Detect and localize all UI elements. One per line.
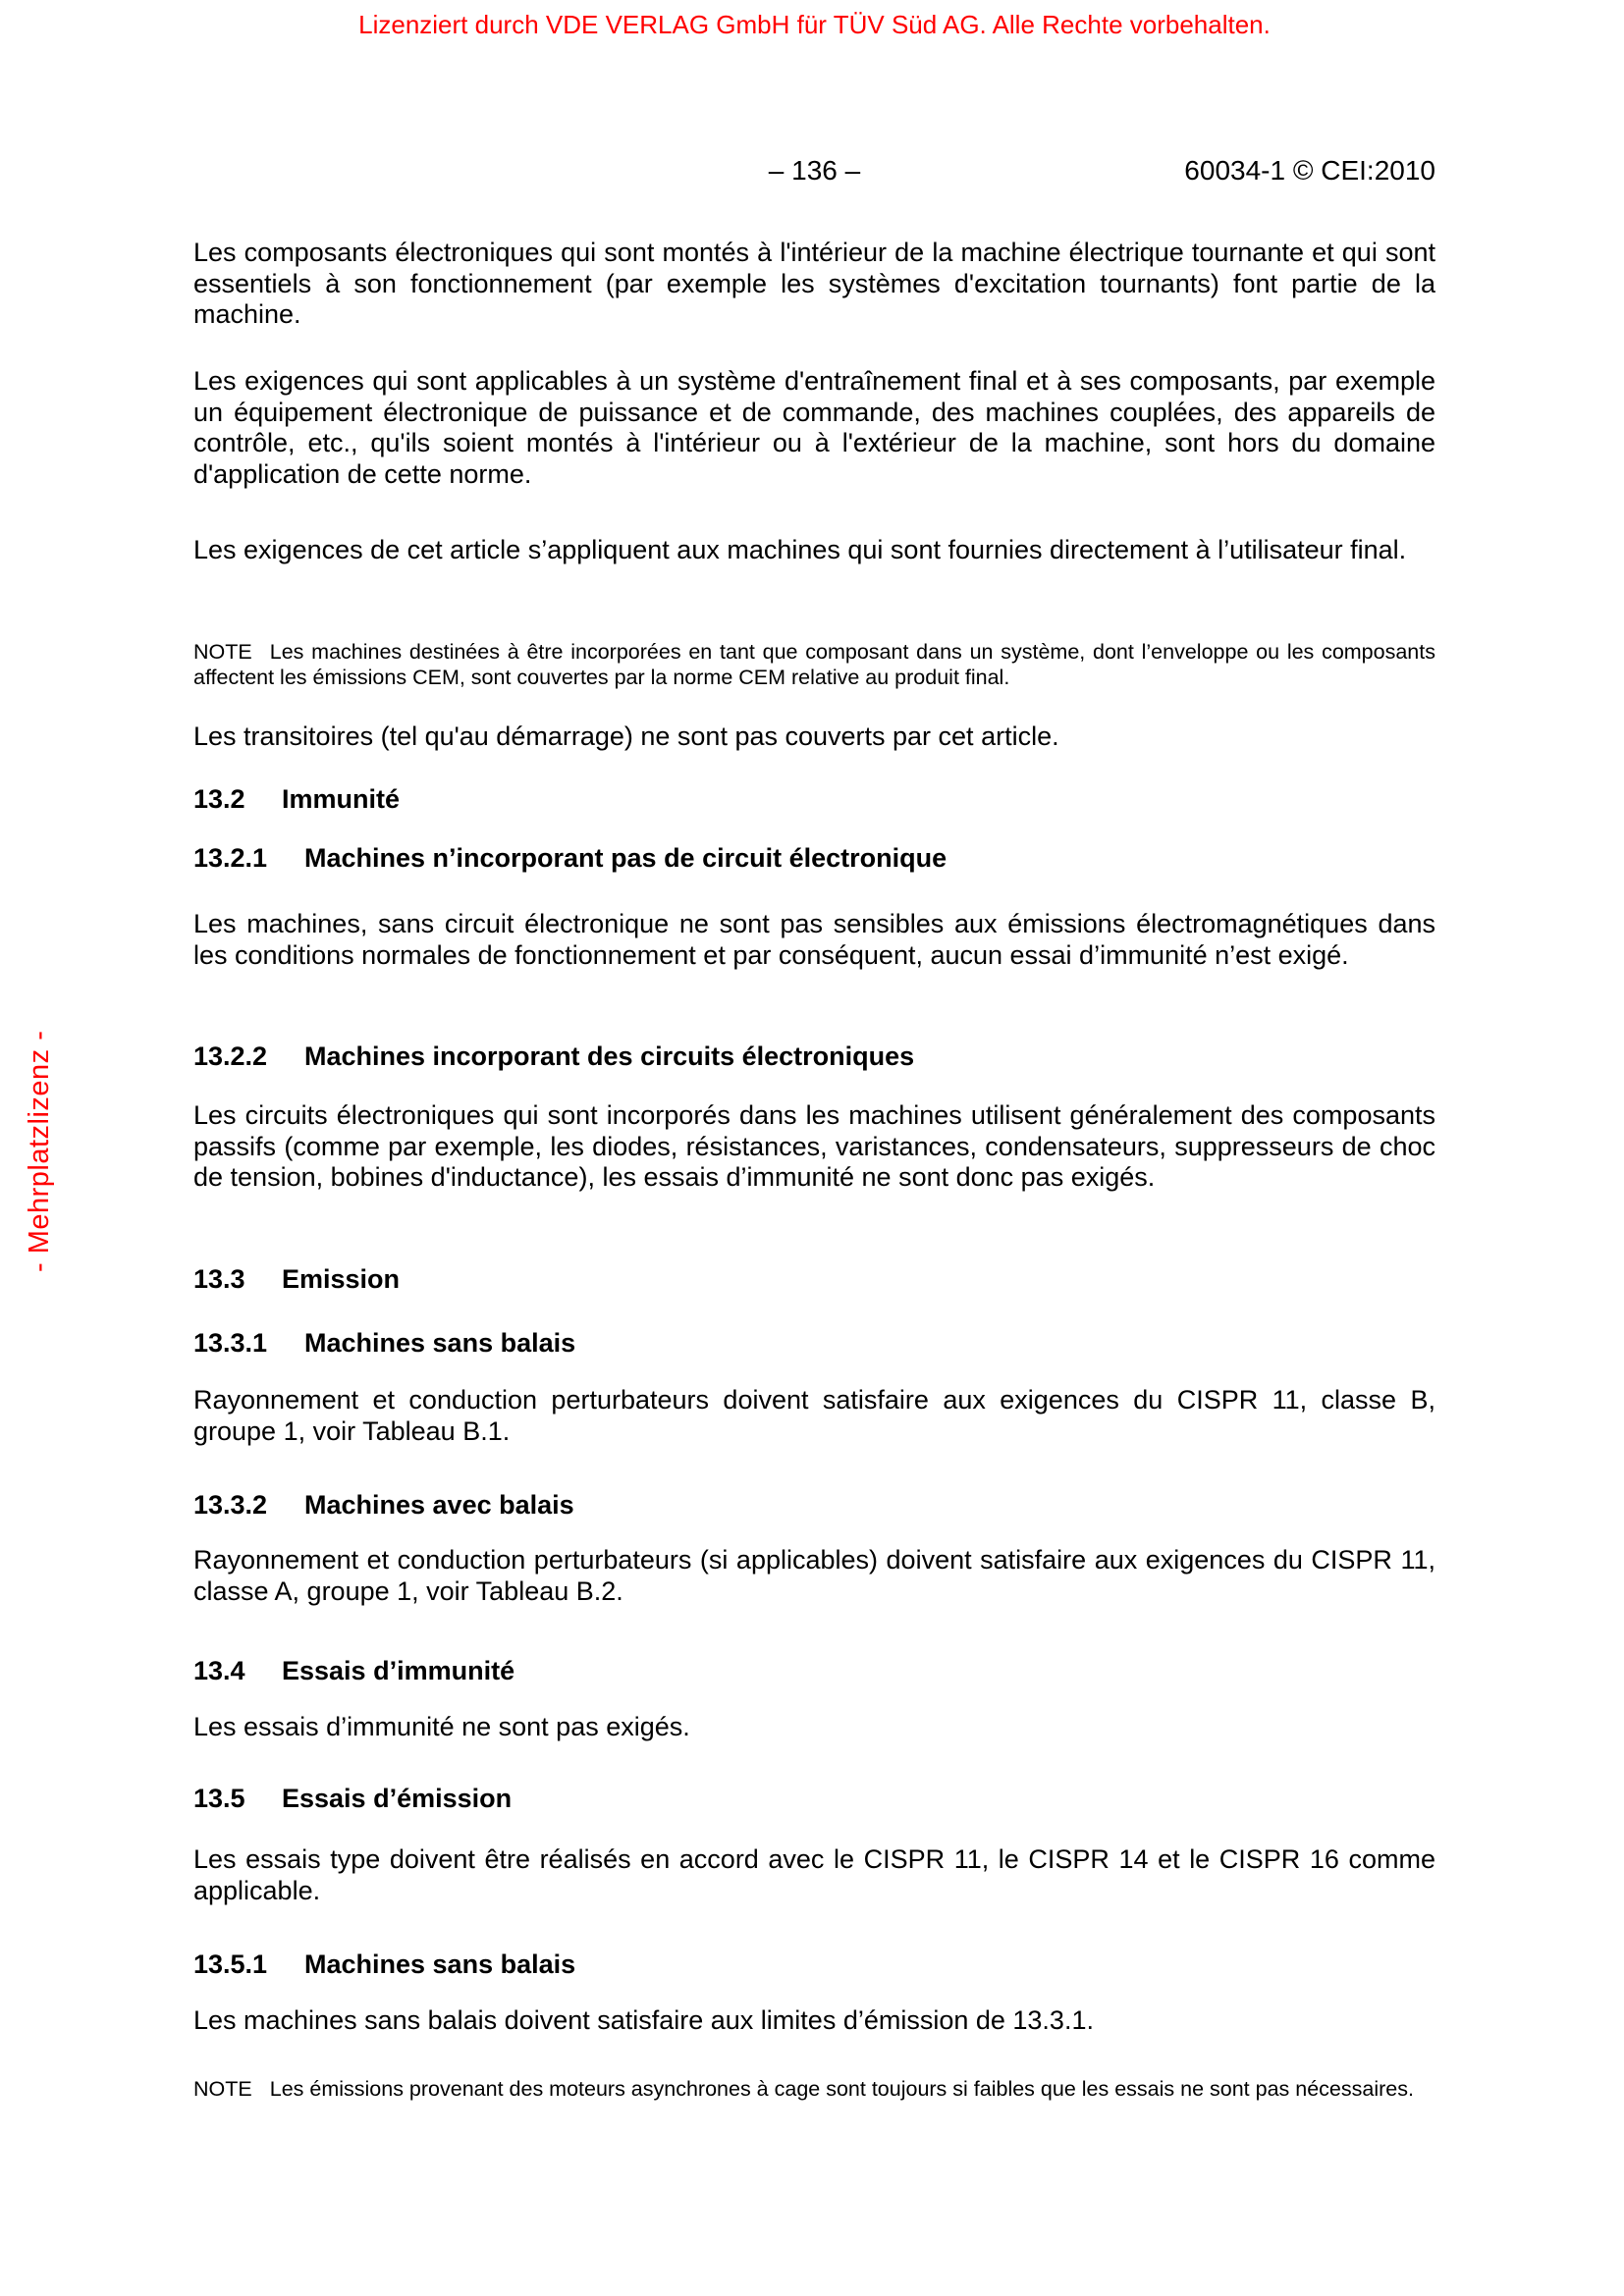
- note-text: Les machines destinées à être incorporées en tant que composant dans un système, dont l’enveloppe ou les composants affectent les émissions CEM, sont couvertes par la norme CEM relative au produit final.: [193, 640, 1435, 689]
- section-title: Essais d’émission: [282, 1784, 513, 1813]
- paragraph-13-2-1: Les machines, sans circuit électronique ne sont pas sensibles aux émissions électromagnétiques dans les conditions normales de fonctionnement et par conséquent, aucun essai d’immunité n’est exigé.: [193, 909, 1435, 970]
- section-heading-13-2-2: [193, 1041, 1435, 1073]
- license-notice: Lizenziert durch VDE VERLAG GmbH für TÜV Süd AG. Alle Rechte vorbehalten.: [358, 10, 1271, 39]
- section-heading-13-2-1: [193, 843, 1435, 875]
- paragraph-13-5-1: Les machines sans balais doivent satisfaire aux limites d’émission de 13.3.1.: [193, 2005, 1094, 2035]
- section-number: 13.2.1: [193, 843, 268, 873]
- section-heading-13-3: [193, 1264, 1435, 1296]
- section-title: Machines n’incorporant pas de circuit électronique: [304, 843, 947, 873]
- section-title: Essais d’immunité: [282, 1656, 515, 1685]
- section-number: 13.3.2: [193, 1490, 268, 1520]
- note-13-5-1: [193, 2077, 1435, 2103]
- section-heading-13-3-2: [193, 1490, 1435, 1522]
- paragraph-13-3-1: Rayonnement et conduction perturbateurs doivent satisfaire aux exigences du CISPR 11, classe B, groupe 1, voir Tableau B.1.: [193, 1385, 1435, 1446]
- section-title: Immunité: [282, 784, 401, 814]
- section-title: Emission: [282, 1264, 401, 1294]
- paragraph-13-2-2: Les circuits électroniques qui sont incorporés dans les machines utilisent généralement des composants passifs (comme par exemple, les diodes, résistances, varistances, condensateurs, suppresseurs de choc de tension, bobines d'inductance), les essais d’immunité ne sont donc pas exigés.: [193, 1100, 1435, 1192]
- section-heading-13-5-1: [193, 1949, 1435, 1981]
- section-heading-13-2: [193, 784, 1435, 816]
- section-number: 13.5.1: [193, 1949, 268, 1979]
- section-title: Machines avec balais: [304, 1490, 574, 1520]
- note-label: NOTE: [193, 2077, 252, 2101]
- paragraph-transients: Les transitoires (tel qu'au démarrage) ne sont pas couverts par cet article.: [193, 721, 1059, 751]
- section-heading-13-3-1: [193, 1328, 1435, 1360]
- section-heading-13-5: [193, 1784, 1435, 1815]
- paragraph-13-3-2: Rayonnement et conduction perturbateurs (si applicables) doivent satisfaire aux exigences du CISPR 11, classe A, groupe 1, voir Tableau B.2.: [193, 1545, 1435, 1606]
- paragraph-intro-1: Les composants électroniques qui sont montés à l'intérieur de la machine électrique tournante et qui sont essentiels à son fonctionnement (par exemple les systèmes d'excitation tournants) font partie de la machine.: [193, 238, 1435, 329]
- section-heading-13-4: [193, 1656, 1435, 1687]
- section-title: Machines incorporant des circuits électroniques: [304, 1041, 915, 1071]
- note-label: NOTE: [193, 640, 252, 664]
- document-reference: 60034-1 © CEI:2010: [1184, 155, 1435, 186]
- section-number: 13.3.1: [193, 1328, 268, 1358]
- note-text: Les émissions provenant des moteurs asynchrones à cage sont toujours si faibles que les essais ne sont pas nécessaires.: [269, 2077, 1414, 2101]
- page-number: – 136 –: [768, 155, 861, 186]
- section-number: 13.2: [193, 784, 245, 814]
- paragraph-13-4: Les essais d’immunité ne sont pas exigés.: [193, 1712, 690, 1741]
- section-number: 13.5: [193, 1784, 245, 1813]
- section-title: Machines sans balais: [304, 1949, 576, 1979]
- section-title: Machines sans balais: [304, 1328, 576, 1358]
- section-number: 13.3: [193, 1264, 245, 1294]
- section-number: 13.2.2: [193, 1041, 268, 1071]
- note-intro: [193, 640, 1435, 690]
- paragraph-13-5: Les essais type doivent être réalisés en accord avec le CISPR 11, le CISPR 14 et le CISPR 16 comme applicable.: [193, 1844, 1435, 1905]
- section-number: 13.4: [193, 1656, 245, 1685]
- license-watermark-vertical: - Mehrplatzlizenz -: [24, 1030, 55, 1272]
- paragraph-intro-3: Les exigences de cet article s’appliquent aux machines qui sont fournies directement à l’utilisateur final.: [193, 535, 1407, 564]
- page-header: [193, 155, 1435, 187]
- paragraph-intro-2: Les exigences qui sont applicables à un système d'entraînement final et à ses composants, par exemple un équipement électronique de puissance et de commande, des machines couplées, des appareils de contrôle, etc., qu'ils soient montés à l'intérieur ou à l'extérieur de la machine, sont hors du domaine d'application de cette norme.: [193, 366, 1435, 489]
